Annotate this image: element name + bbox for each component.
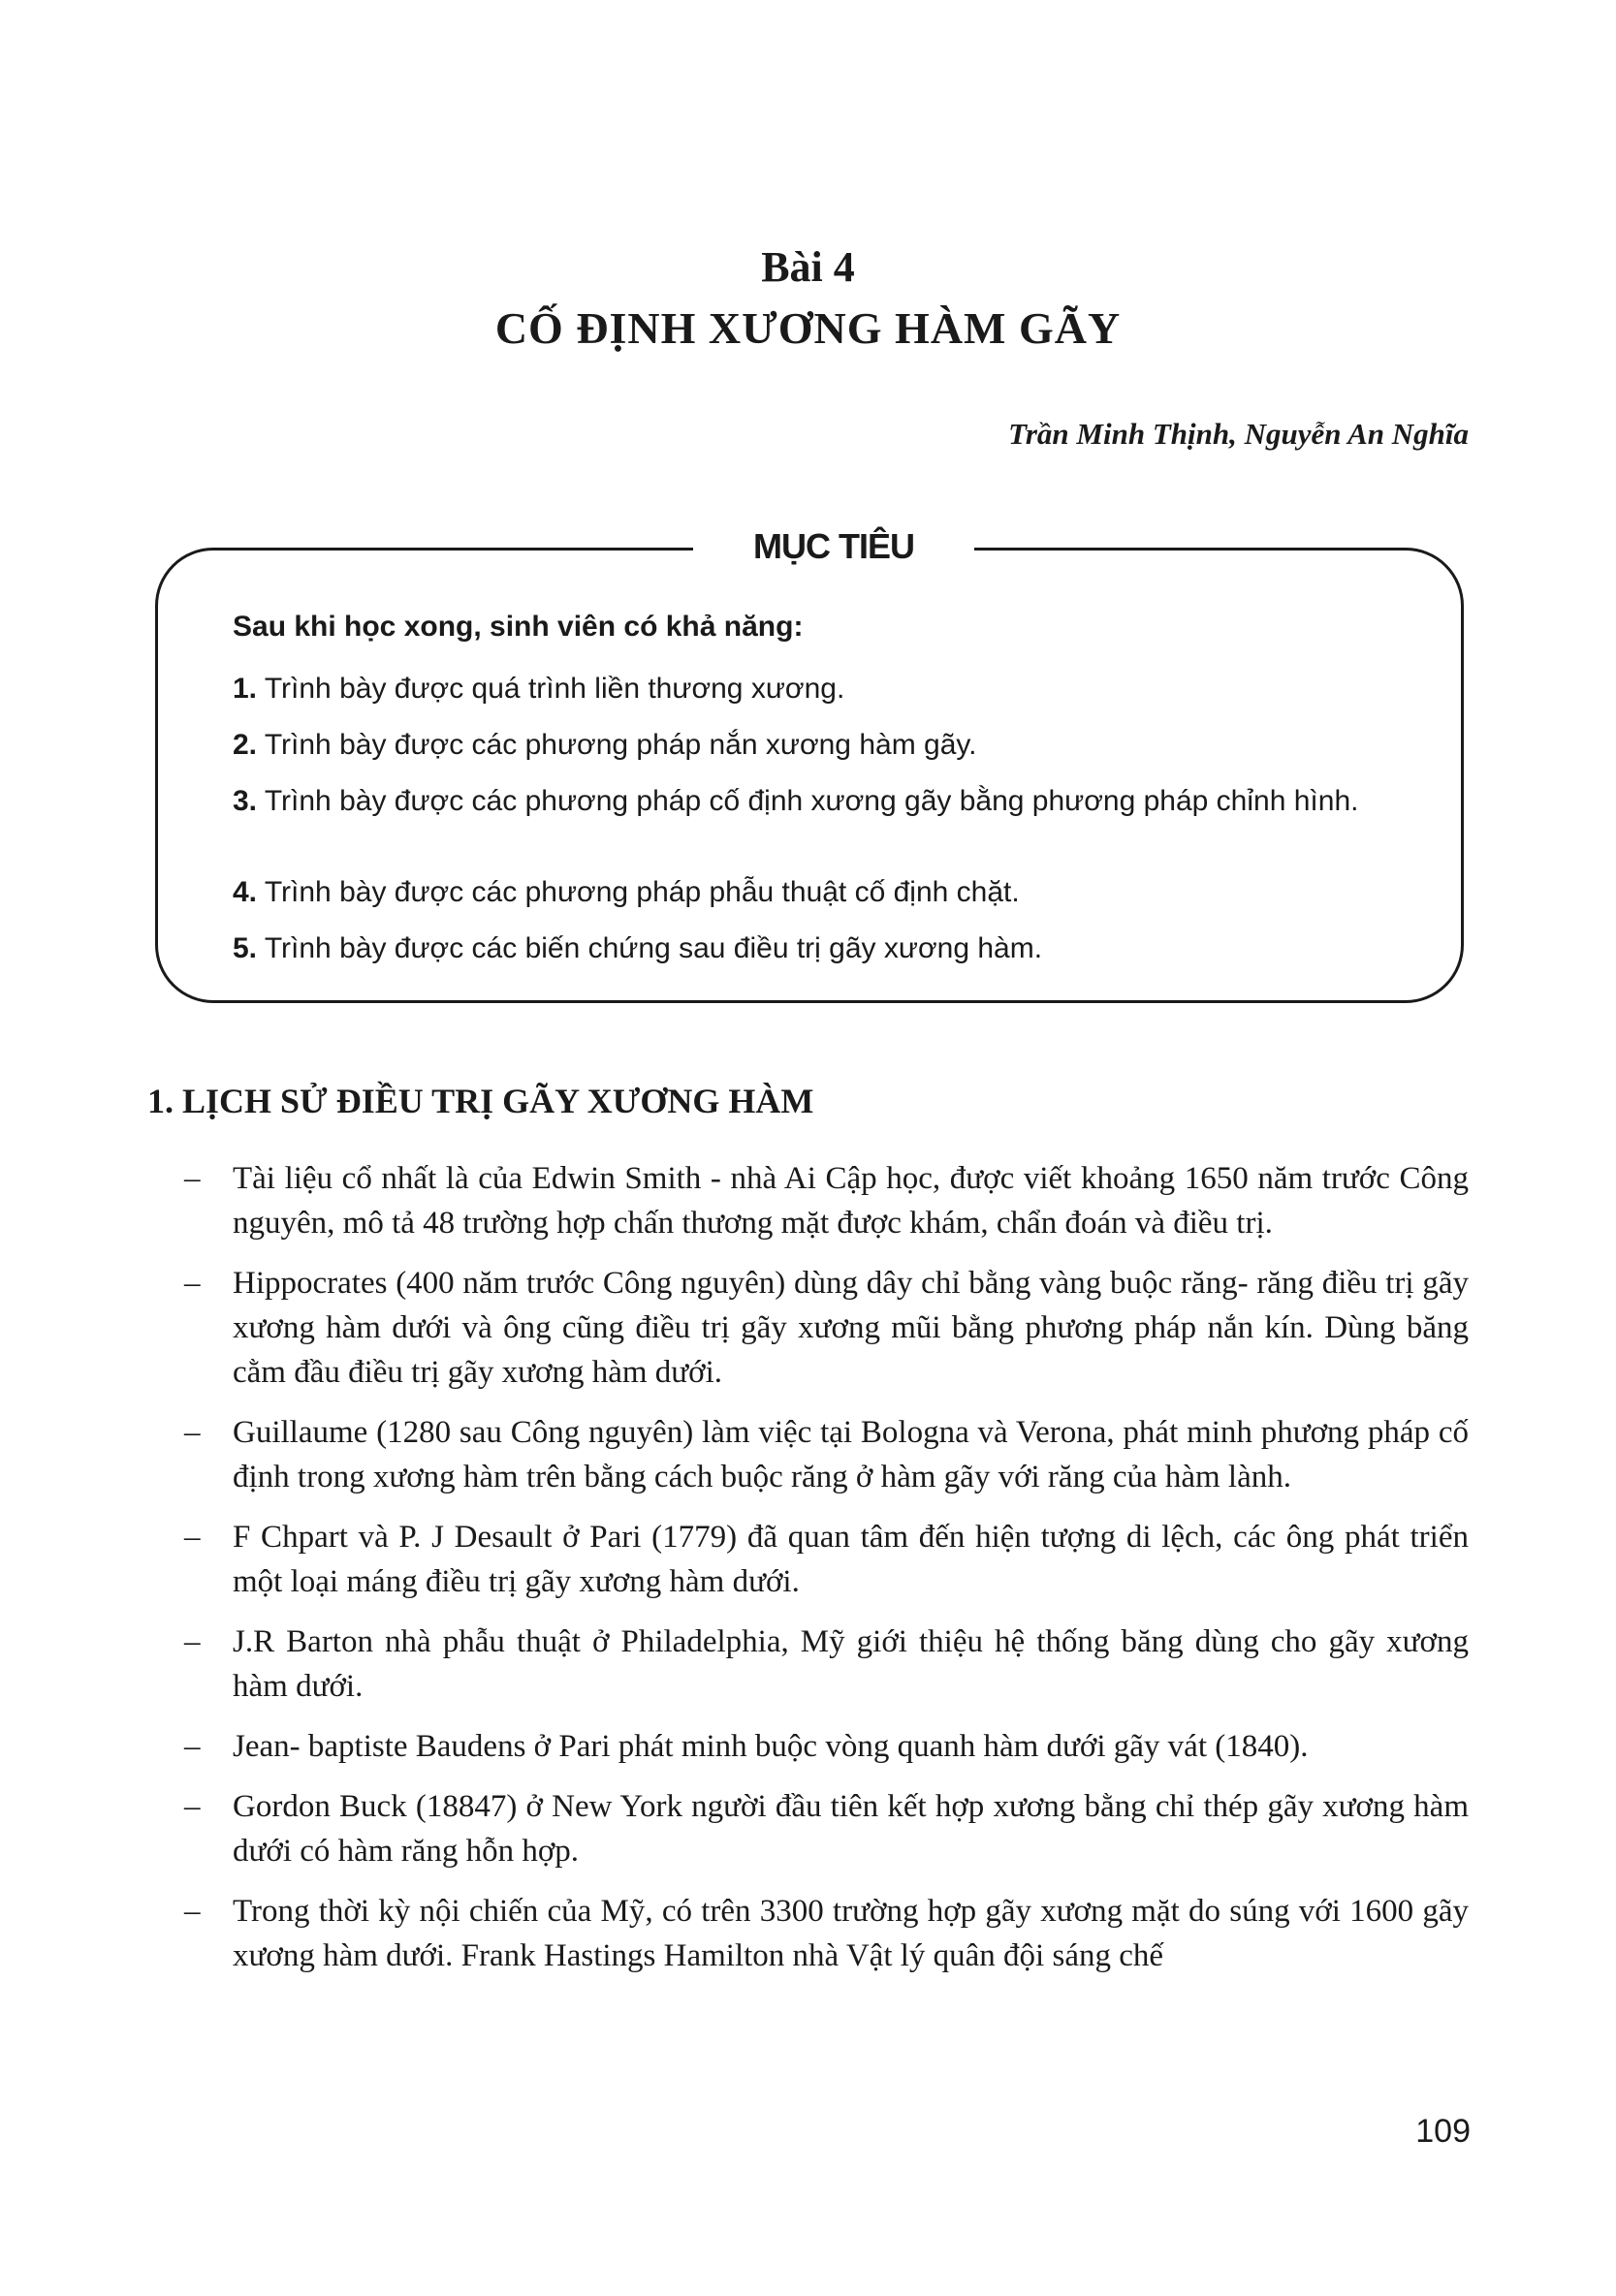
objective-item — [233, 930, 1430, 967]
objective-text: Trình bày được các phương pháp nắn xương hàm gãy. — [264, 729, 977, 761]
list-item — [184, 1724, 1469, 1769]
objective-number: 2. — [233, 729, 258, 761]
dash-bullet: – — [184, 1729, 201, 1764]
dash-bullet: – — [184, 1415, 201, 1450]
objective-item — [233, 783, 1430, 820]
objective-item — [233, 727, 1430, 764]
objective-item — [233, 874, 1430, 911]
page-number: 109 — [1415, 2113, 1471, 2150]
objective-number: 4. — [233, 876, 258, 908]
dash-bullet: – — [184, 1161, 201, 1196]
list-item — [184, 1410, 1469, 1499]
objective-text: Trình bày được các phương pháp phẫu thuật cố định chặt. — [264, 876, 1020, 908]
dash-bullet: – — [184, 1520, 201, 1555]
objective-number: 1. — [233, 673, 258, 705]
list-item — [184, 1784, 1469, 1873]
objectives-heading: MỤC TIÊU — [693, 521, 974, 572]
list-item-text: Gordon Buck (18847) ở New York người đầu tiên kết hợp xương bằng chỉ thép gãy xương hàm dưới có hàm răng hỗn hợp. — [233, 1789, 1469, 1869]
history-list — [184, 1156, 1469, 1994]
list-item-text: J.R Barton nhà phẫu thuật ở Philadelphia, Mỹ giới thiệu hệ thống băng dùng cho gãy xương hàm dưới. — [233, 1624, 1469, 1704]
objective-text: Trình bày được quá trình liền thương xương. — [264, 673, 845, 705]
list-item-text: Tài liệu cổ nhất là của Edwin Smith - nhà Ai Cập học, được viết khoảng 1650 năm trước Công nguyên, mô tả 48 trường hợp chấn thương mặt được khám, chẩn đoán và điều trị. — [233, 1161, 1469, 1241]
dash-bullet: – — [184, 1789, 201, 1824]
list-item-text: Trong thời kỳ nội chiến của Mỹ, có trên 3300 trường hợp gãy xương mặt do súng với 1600 gãy xương hàm dưới. Frank Hastings Hamilton nhà Vật lý quân đội sáng chế — [233, 1894, 1469, 1973]
list-item — [184, 1261, 1469, 1395]
list-item-text: Hippocrates (400 năm trước Công nguyên) dùng dây chỉ bằng vàng buộc răng- răng điều trị gãy xương hàm dưới và ông cũng điều trị gãy xương mũi bằng phương pháp nắn kín. Dùng băng cằm đầu điều trị gãy xương hàm dưới. — [233, 1266, 1469, 1390]
objectives-intro: Sau khi học xong, sinh viên có khả năng: — [233, 611, 804, 643]
list-item — [184, 1620, 1469, 1709]
authors: Trần Minh Thịnh, Nguyễn An Nghĩa — [1008, 417, 1469, 451]
list-item — [184, 1515, 1469, 1604]
lesson-number: Bài 4 — [761, 243, 855, 291]
list-item-text: Jean- baptiste Baudens ở Pari phát minh buộc vòng quanh hàm dưới gãy vát (1840). — [233, 1729, 1309, 1764]
objective-text: Trình bày được các phương pháp cố định xương gãy bằng phương pháp chỉnh hình. — [264, 785, 1359, 817]
list-item-text: Guillaume (1280 sau Công nguyên) làm việc tại Bologna và Verona, phát minh phương pháp cố định trong xương hàm trên bằng cách buộc răng ở hàm gãy với răng của hàm lành. — [233, 1415, 1469, 1494]
list-item — [184, 1889, 1469, 1978]
lesson-title: CỐ ĐỊNH XƯƠNG HÀM GÃY — [494, 303, 1122, 353]
objective-number: 5. — [233, 932, 258, 964]
dash-bullet: – — [184, 1624, 201, 1659]
section-heading: 1. LỊCH SỬ ĐIỀU TRỊ GÃY XƯƠNG HÀM — [147, 1082, 814, 1120]
objective-text: Trình bày được các biến chứng sau điều trị gãy xương hàm. — [264, 932, 1043, 964]
list-item — [184, 1156, 1469, 1245]
list-item-text: F Chpart và P. J Desault ở Pari (1779) đã quan tâm đến hiện tượng di lệch, các ông phát triển một loại máng điều trị gãy xương hàm dưới. — [233, 1520, 1469, 1599]
dash-bullet: – — [184, 1894, 201, 1929]
dash-bullet: – — [184, 1266, 201, 1301]
objective-number: 3. — [233, 785, 258, 817]
objective-item — [233, 671, 1430, 708]
